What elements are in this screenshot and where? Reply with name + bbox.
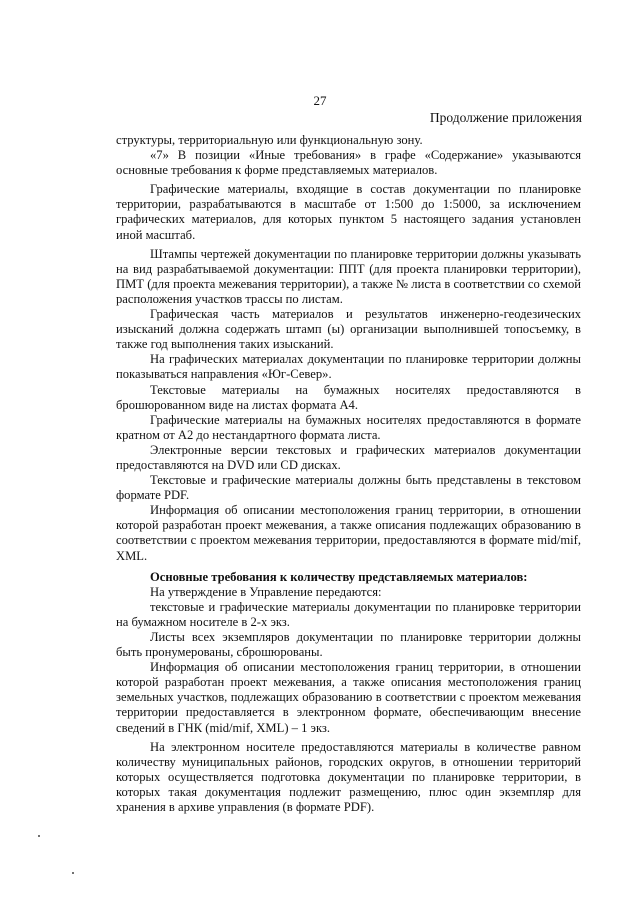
scan-speck — [38, 835, 40, 837]
paragraph: На графических материалах документации по планировке территории должны показываться направления «Юг-Север». — [116, 352, 581, 382]
appendix-continuation-header: Продолжение приложения — [429, 110, 582, 125]
paragraph: Текстовые и графические материалы должны быть представлены в текстовом формате PDF. — [116, 473, 581, 503]
paragraph: Информация об описании местоположения границ территории, в отношении которой разработан проект межевания, а также описания местоположения границ земельных участков, подлежащих образованию в соответствии с проектом межевания территории предоставляется в электронном формате, обеспечивающим внесение сведений в ГНК (mid/mif, XML) – 1 экз. — [116, 660, 581, 735]
paragraph: «7» В позиции «Иные требования» в графе «Содержание» указываются основные требования к форме представляемых материалов. — [116, 148, 581, 178]
scan-speck — [72, 872, 74, 874]
paragraph: На электронном носителе предоставляются материалы в количестве равном количеству муниципальных районов, городских округов, в отношении территорий которых осуществляется подготовка документации по планировке территории, в которых такая документация подлежит размещению, плюс один экземпляр для хранения в архиве управления (в формате PDF). — [116, 739, 581, 815]
page-number: 27 — [313, 93, 327, 108]
paragraph: Информация об описании местоположения границ территории, в отношении которой разработан проект межевания, а также описания подлежащих образованию в соответствии с проектом межевания территории, предоставляются в формате mid/mif, XML. — [116, 503, 581, 563]
paragraph: текстовые и графические материалы документации по планировке территории на бумажном носителе в 2-х экз. — [116, 599, 581, 629]
paragraph: Текстовые материалы на бумажных носителях предоставляются в брошюрованном виде на листах формата А4. — [116, 382, 581, 412]
paragraph: Штампы чертежей документации по планировке территории должны указывать на вид разрабатываемой документации: ППТ (для проекта планировки территории), ПМТ (для проекта межевания территории), а также № листа в соответствии со схемой расположения участков трассы по листам. — [116, 246, 581, 306]
document-body — [116, 133, 581, 815]
paragraph: На утверждение в Управление передаются: — [150, 584, 382, 599]
paragraph: Графические материалы, входящие в состав документации по планировке территории, разрабатываются в масштабе от 1:500 до 1:5000, за исключением графических материалов, для которых пунктом 5 настоящего задания установлен иной масштаб. — [116, 182, 581, 242]
paragraph: Графическая часть материалов и результатов инженерно-геодезических изысканий должна содержать штамп (ы) организации выполнившей топосъемку, в также год выполнения таких изысканий. — [116, 307, 581, 352]
paragraph: Графические материалы на бумажных носителях предоставляются в формате кратном от А2 до нестандартного формата листа. — [116, 412, 581, 442]
paragraph: Листы всех экземпляров документации по планировке территории должны быть пронумерованы, сброшюрованы. — [116, 630, 581, 660]
section-heading: Основные требования к количеству представляемых материалов: — [150, 569, 528, 584]
paragraph: Электронные версии текстовых и графических материалов документации предоставляются на DVD или CD дисках. — [116, 442, 581, 472]
paragraph: структуры, территориальную или функциональную зону. — [116, 133, 423, 147]
